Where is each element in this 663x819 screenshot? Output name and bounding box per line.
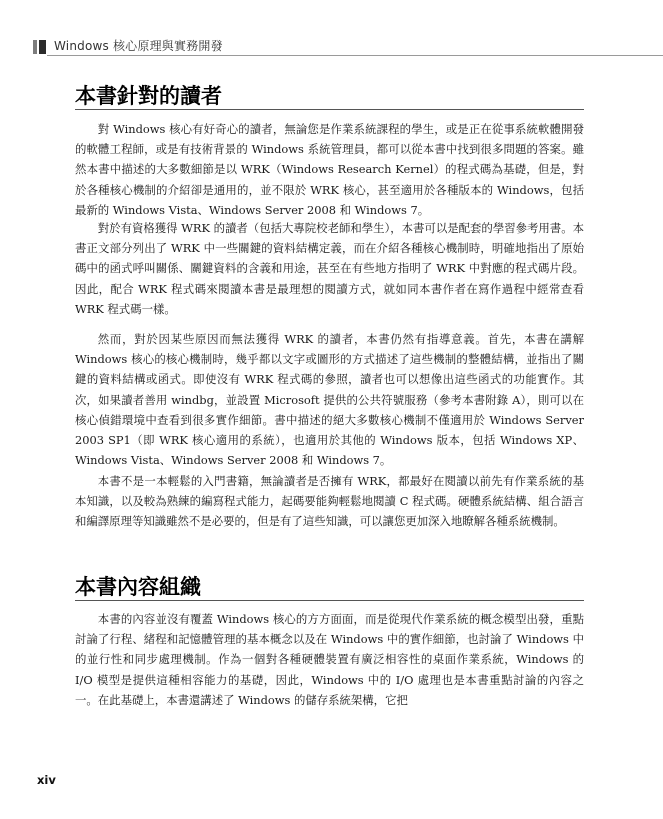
running-header xyxy=(33,38,663,56)
header-bar-mark xyxy=(33,40,47,54)
paragraph-audience-1: 對 Windows 核心有好奇心的讀者，無論您是作業系統課程的學生，或是正在從事系統軟體開發的軟體工程師，或是有技術背景的 Windows 系統管理員，都可以從本書中找到很多問題的答案。雖然本書中描述的大多數細節是以 WRK（Windows Research Kernel）的程式碼為基礎，但是，對於各種核心機制的介紹卻是通用的，並不限於 WRK 核心，甚至適用於各種版本的 Windows，包括最新的 Windows Vista、Windows Server 2008 和 Windows 7。 xyxy=(75,122,584,217)
paragraph-audience-4: 本書不是一本輕鬆的入門書籍，無論讀者是否擁有 WRK，都最好在閱讀以前先有作業系統的基本知識，以及較為熟練的編寫程式能力，起碼要能夠輕鬆地閱讀 C 程式碼。硬體系統結構、組合語言和編譯原理等知識雖然不是必要的，但是有了這些知識，可以讓您更加深入地瞭解各種系統機制。 xyxy=(75,474,584,529)
header-mark-dark-bar xyxy=(39,40,46,54)
section-rule-organization xyxy=(75,600,584,601)
section-rule-audience xyxy=(75,109,584,110)
section-title-organization: 本書內容組織 xyxy=(75,575,201,599)
paragraph-audience-3: 然而，對於因某些原因而無法獲得 WRK 的讀者，本書仍然有指導意義。首先，本書在講解 Windows 核心的核心機制時，幾乎都以文字或圖形的方式描述了這些機制的整體結構，並指出了關鍵的資料結構或函式。即使沒有 WRK 程式碼的參照，讀者也可以想像出這些函式的功能實作。其次，如果讀者善用 windbg，並設置 Microsoft 提供的公共符號服務（參考本書附錄 A），則可以在核心偵錯環境中查看到很多實作細節。書中描述的絕大多數核心機制不僅適用於 Windows Server 2003 SP1（即 WRK 核心適用的系統），也適用於其他的 Windows 版本，包括 Windows XP、Windows Vista、Windows Server 2008 和 Windows 7。 xyxy=(75,332,584,468)
book-title: Windows 核心原理與實務開發 xyxy=(54,39,223,53)
section-title-audience: 本書針對的讀者 xyxy=(75,84,222,108)
header-rule xyxy=(47,55,663,56)
paragraph-organization-1: 本書的內容並沒有覆蓋 Windows 核心的方方面面，而是從現代作業系統的概念模型出發，重點討論了行程、緒程和記憶體管理的基本概念以及在 Windows 中的實作細節，也討論了 Windows 中的並行性和同步處理機制。作為一個對各種硬體裝置有廣泛相容性的桌面作業系統，Windows 的 I/O 模型是提供這種相容能力的基礎，因此，Windows 中的 I/O 處理也是本書重點討論的內容之一。在此基礎上，本書還講述了 Windows 的儲存系統架構，它把 xyxy=(75,612,584,707)
header-mark-light-bar xyxy=(33,40,37,54)
page-number: xiv xyxy=(37,773,56,787)
paragraph-audience-2: 對於有資格獲得 WRK 的讀者（包括大專院校老師和學生），本書可以是配套的學習參考用書。本書正文部分列出了 WRK 中一些關鍵的資料結構定義，而在介紹各種核心機制時，明確地指出了原始碼中的函式呼叫關係、關鍵資料的含義和用途，甚至在有些地方指明了 WRK 中對應的程式碼片段。因此，配合 WRK 程式碼來閱讀本書是最理想的閱讀方式，就如同本書作者在寫作過程中經常查看 WRK 程式碼一樣。 xyxy=(75,221,584,316)
